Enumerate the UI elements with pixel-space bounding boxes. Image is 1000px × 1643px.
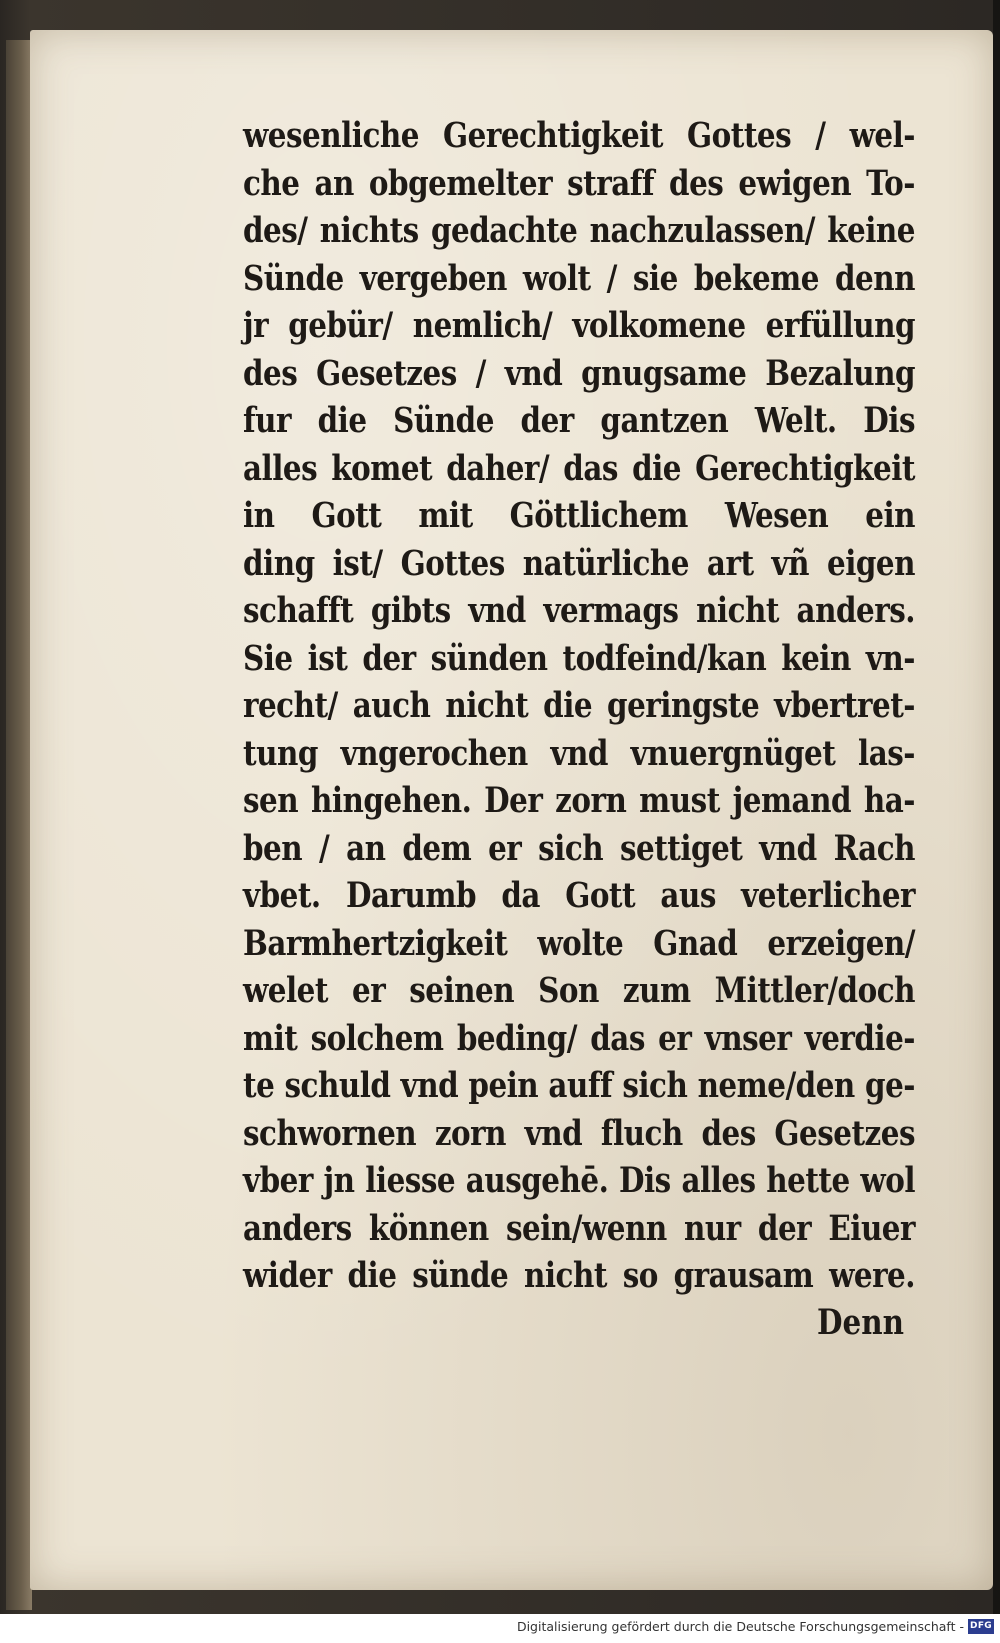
text-line: Sie ist der sünden todfeind/kan kein vn- — [243, 637, 915, 679]
text-line: sen hingehen. Der zorn must jemand ha- — [243, 780, 915, 821]
digitization-footer — [0, 1614, 1000, 1643]
text-line: jr gebür/ nemlich/ volkomene erfüllung — [243, 305, 915, 346]
text-line: schafft gibts vnd vermags nicht anders. — [243, 590, 915, 631]
text-line: tung vngerochen vnd vnuergnüget las- — [243, 732, 915, 774]
text-line: welet er seinen Son zum Mittler/doch — [243, 970, 915, 1011]
text-line: vbet. Darumb da Gott aus veterlicher — [243, 875, 915, 916]
text-line: anders können sein/wenn nur der Eiuer — [243, 1207, 915, 1249]
text-line: Barmhertzigkeit wolte Gnad erzeigen/ — [243, 922, 915, 964]
text-line: te schuld vnd pein auff sich neme/den ge- — [243, 1065, 915, 1106]
text-line: vber jn liesse ausgehē. Dis alles hette wol — [243, 1160, 915, 1201]
text-line: in Gott mit Göttlichem Wesen ein — [243, 495, 915, 536]
text-line: des Gesetzes / vnd gnugsame Bezalung — [243, 352, 915, 394]
text-line: alles komet daher/ das die Gerechtigkeit — [243, 447, 915, 489]
text-line: wider die sünde nicht so grausam were. — [243, 1255, 915, 1296]
funding-notice: Digitalisierung gefördert durch die Deutsche Forschungsgemeinschaft - — [516, 1619, 964, 1634]
text-line: mit solchem beding/ das er vnser verdie- — [243, 1017, 915, 1059]
text-line: schwornen zorn vnd fluch des Gesetzes — [243, 1112, 915, 1154]
text-line: Sünde vergeben wolt / sie bekeme denn — [243, 257, 915, 299]
text-line: recht/ auch nicht die geringste vbertret- — [243, 685, 915, 726]
page-text-block — [243, 112, 923, 1300]
text-line: des/ nichts gedachte nachzulassen/ keine — [243, 210, 915, 251]
scan-right-edge — [993, 0, 1000, 1643]
text-line: wesenliche Gerechtigkeit Gottes / wel- — [243, 115, 915, 156]
catchword: Denn — [817, 1302, 904, 1343]
book-spine-edge — [6, 40, 32, 1610]
dfg-logo-icon: DFG — [968, 1619, 994, 1634]
text-line: ben / an dem er sich settiget vnd Rach — [243, 827, 915, 869]
text-line: ding ist/ Gottes natürliche art vñ eigen — [243, 542, 915, 584]
text-line: fur die Sünde der gantzen Welt. Dis — [243, 400, 915, 441]
text-line: che an obgemelter straff des ewigen To- — [243, 162, 915, 204]
